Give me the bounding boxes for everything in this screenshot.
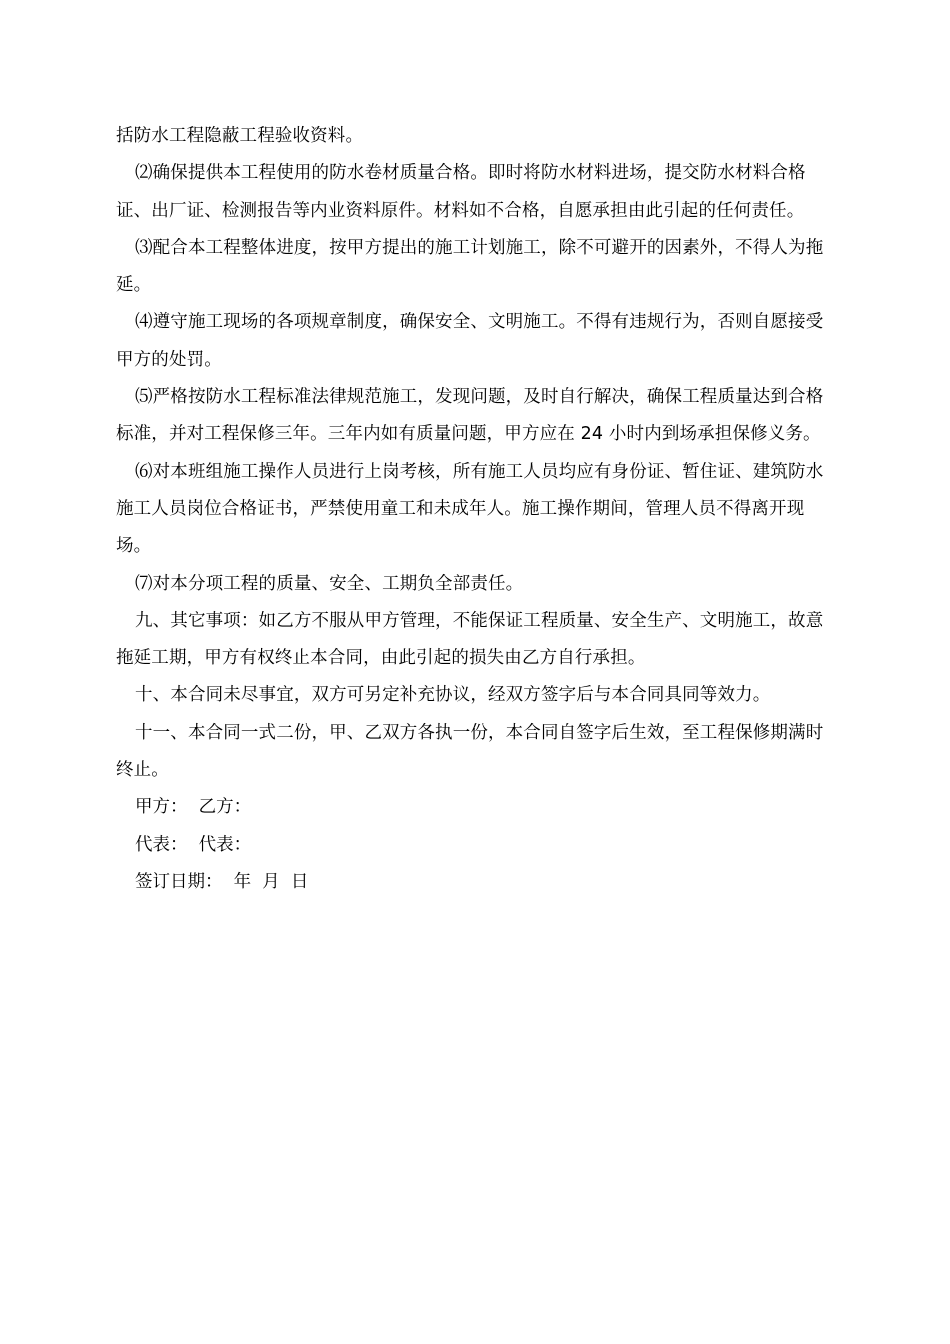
paragraph-clause-7: ⑺对本分项工程的质量、安全、工期负全部责任。 [135,573,524,594]
paragraph-clause-2: ⑵确保提供本工程使用的防水卷材质量合格。即时将防水材料进场，提交防水材料合格证、出厂证、检测报告等内业资料原件。材料如不合格，自愿承担由此引起的任何责任。 [116,163,806,221]
paragraph-clause-4: ⑷遵守施工现场的各项规章制度，确保安全、文明施工。不得有违规行为，否则自愿接受甲方的处罚。 [116,312,824,370]
paragraph-section-11: 十一、本合同一式二份，甲、乙双方各执一份，本合同自签字后生效，至工程保修期满时终止。 [116,722,824,781]
paragraph-clause-3: ⑶配合本工程整体进度，按甲方提出的施工计划施工，除不可避开的因素外，不得人为拖延。 [116,237,824,296]
signature-parties-line: 甲方： 乙方： [135,797,252,818]
paragraph-clause-5: ⑸严格按防水工程标准法律规范施工，发现问题，及时自行解决，确保工程质量达到合格标准，并对工程保修三年。三年内如有质量问题，甲方应在 24 小时内到场承担保修义务。 [116,387,824,445]
paragraph-section-9: 九、其它事项：如乙方不服从甲方管理，不能保证工程质量、安全生产、文明施工，故意拖延工期，甲方有权终止本合同，由此引起的损失由乙方自行承担。 [116,610,824,669]
signature-date-line: 签订日期： 年 月 日 [135,871,309,892]
paragraph-clause-6: ⑹对本班组施工操作人员进行上岗考核，所有施工人员均应有身份证、暂住证、建筑防水施工人员岗位合格证书，严禁使用童工和未成年人。施工操作期间，管理人员不得离开现场。 [116,461,824,557]
paragraph-section-10: 十、本合同未尽事宜，双方可另定补充协议，经双方签字后与本合同具同等效力。 [135,685,771,706]
paragraph-acceptance-docs: 括防水工程隐蔽工程验收资料。 [116,126,364,146]
signature-representatives-line: 代表： 代表： [135,834,252,855]
document-body [116,118,836,901]
